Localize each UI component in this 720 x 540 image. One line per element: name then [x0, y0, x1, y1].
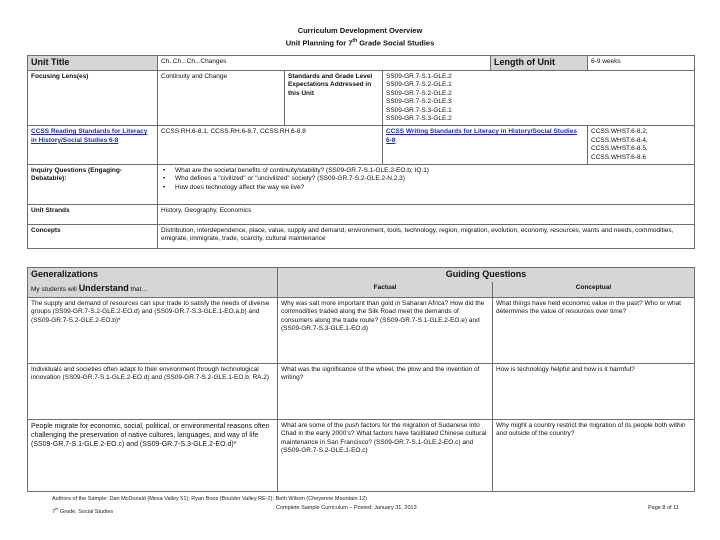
doc-subtitle: Unit Planning for 7th Grade Social Studies: [285, 38, 435, 48]
footer-posted: Complete Sample Curriculum – Posted: January 31, 2013: [276, 505, 417, 511]
guiding-questions-title: Guiding Questions: [278, 268, 695, 283]
factual-cell: Why was salt more important than gold in Saharan Africa? How did the commodities traded along the Silk Road meet the demands of consumers along the trade route? (SS09-GR.7-S.1-GLE.2-EO.e) and (SS09-GR.7-S.3-GLE.1-EO.d): [278, 297, 493, 363]
reading-standards-value: CCSS.RH.6-8.1, CCSS.RH.6-8.7, CCSS.RH.6-8.8: [158, 126, 383, 165]
reading-standards-link[interactable]: CCSS Reading Standards for Literacy in History/Social Studies 6-8: [28, 126, 158, 165]
writing-standards-value: CCSS.WHST.6-8.2, CCSS.WHST.6-8.4, CCSS.WHST.6-8.5, CCSS.WHST.6-8.6: [588, 126, 695, 165]
inquiry-label: Inquiry Questions (Engaging- Debatable):: [28, 165, 158, 205]
factual-cell: What was the significance of the wheel, the plow and the invention of writing?: [278, 363, 493, 419]
conceptual-cell: Why might a country restrict the migration of its people both within and outside of the country?: [493, 419, 695, 491]
unit-table: [27, 55, 695, 249]
table-row: [28, 297, 695, 363]
length-value: 6-9 weeks: [588, 56, 695, 71]
conceptual-header: Conceptual: [493, 282, 695, 297]
unit-title-label: Unit Title: [28, 56, 158, 71]
factual-header: Factual: [278, 282, 493, 297]
footer-page-number: Page 8 of 11: [648, 505, 679, 511]
generalization-cell: Individuals and societies often adapt to their environment through technological innovation (SS09-GR.7-S.1-GLE.2-EO.d) and (SS09-GR.7-S.2-GLE.1-EO.b; RA.2): [28, 363, 278, 419]
conceptual-cell: What things have held economic value in the past? Who or what determines the value of resources over time?: [493, 297, 695, 363]
length-label: Length of Unit: [491, 56, 588, 71]
generalizations-title: Generalizations: [28, 268, 278, 283]
generalization-cell: People migrate for economic, social, political, or environmental reasons often challenging the preservation of native cultures, languages, and way of life (SS09-GR.7-S.1-GLE.2-EO.c) and (SS09-GR.7-S.3-GLE.2-EO.d)*: [28, 419, 278, 491]
inquiry-questions: [158, 165, 695, 205]
writing-standards-link[interactable]: CCSS Writing Standards for Literacy in History/Social Studies 6-8: [383, 126, 588, 165]
concepts-value: Distribution, interdependence, place, value, supply and demand, environment, tools, technology, region, migration, evolution, economy, resources, wants and needs, commodities, emigrate, immigrate, trade, scarcity, cultural maintenance: [158, 225, 695, 249]
list-item: • What are the societal benefits of continuity/stability? (SS09-GR.7-S.1-GLE.2-EO.b; IQ.1): [161, 167, 691, 175]
list-item: • How does technology affect the way we live?: [161, 184, 691, 192]
standards-label: Standards and Grade Level Expectations Addressed in this Unit: [285, 71, 383, 126]
strands-value: History, Geography, Economics: [158, 205, 695, 225]
table-row: [28, 419, 695, 491]
footer-authors: Authors of the Sample: Dan McDonald (Mesa Valley 51); Ryan Boos (Boulder Valley RE-2); Beth Wilson (Cheyenne Mountain 12): [52, 496, 367, 502]
generalizations-table: [27, 267, 695, 492]
standards-list: SS09-GR.7-S.1-GLE.2 SS09-GR.7-S.2-GLE.1 SS09-GR.7-S.2-GLE.2 SS09-GR.7-S.2-GLE.3 SS09-GR.7-S.3-GLE.1 SS09-GR.7-S.3-GLE.2: [383, 71, 695, 126]
strands-label: Unit Strands: [28, 205, 158, 225]
lens-label: Focusing Lens(es): [28, 71, 158, 126]
unit-title-value: Ch..Ch...Ch...Changes: [158, 56, 491, 71]
table-row: [28, 363, 695, 419]
generalizations-subtitle: My students will Understand that…: [28, 282, 278, 297]
conceptual-cell: How is technology helpful and how is it harmful?: [493, 363, 695, 419]
list-item: • Who defines a "civilized" or "uncivilized" society? (SS09-GR.7-S.2-GLE.2-N.2,3): [161, 175, 691, 183]
lens-value: Continuity and Change: [158, 71, 285, 126]
footer-grade: 7th Grade, Social Studies: [52, 506, 114, 515]
generalization-cell: The supply and demand of resources can spur trade to satisfy the needs of diverse groups (SS09-GR.7-S.2-GLE.2-EO.d) and (SS09-GR.7-S.3-GLE.1-EO.a,b) and (SS09-GR.7-S.2-GLE.2-EO.b)*: [28, 297, 278, 363]
factual-cell: What are some of the push factors for the migration of Sudanese into Chad in the early 2000's? What factors have facilitated Chinese cultural maintenance in San Francisco? (SS09-GR.7-S.1-GLE.2-EO.c) and (SS09-GR.7-S.2-GLE.1-EO.c): [278, 419, 493, 491]
doc-title: Curriculum Development Overview: [297, 26, 423, 35]
concepts-label: Concepts: [28, 225, 158, 249]
